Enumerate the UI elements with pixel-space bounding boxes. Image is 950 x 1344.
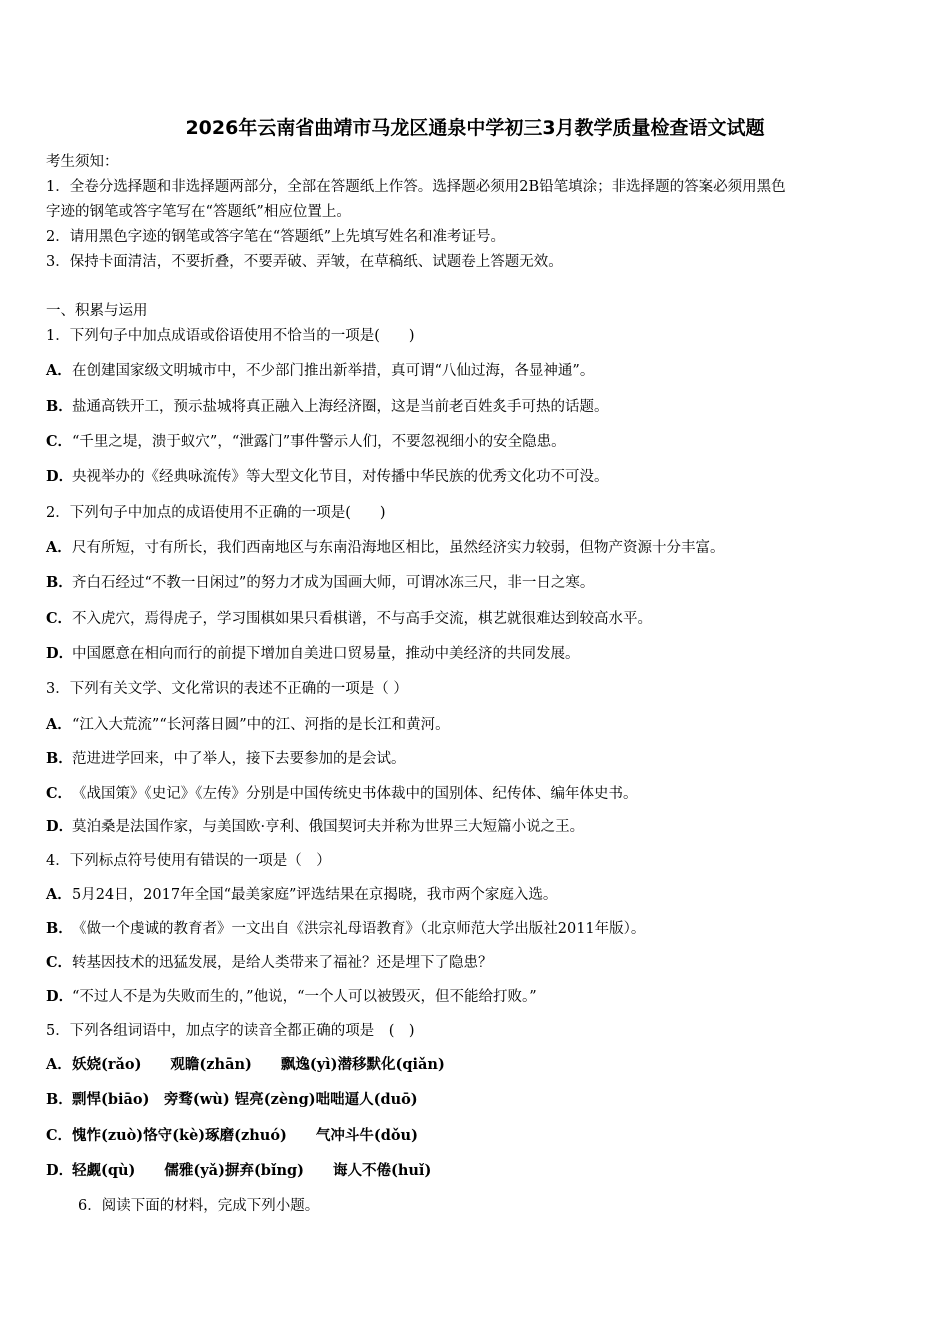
question-option	[46, 1055, 445, 1075]
option-label: A．	[46, 886, 72, 903]
option-text: 尺有所短，寸有所长，我们西南地区与东南沿海地区相比，虽然经济实力较弱，但物产资源十分丰富。	[72, 540, 725, 556]
question-option	[46, 749, 406, 769]
option-label: D．	[46, 468, 74, 485]
option-text: 《做一个虔诚的教育者》一文出自《洪宗礼母语教育》（北京师范大学出版社2011年版）。	[72, 921, 646, 937]
question-stem: 1．下列句子中加点成语或俗语使用不恰当的一项是( )	[46, 328, 415, 344]
question-stem: 5．下列各组词语中，加点字的读音全都正确的项是 ( )	[46, 1023, 415, 1039]
option-label: C．	[46, 433, 73, 450]
question-option	[46, 817, 584, 837]
question-stem: 4．下列标点符号使用有错误的一项是（ ）	[46, 853, 331, 869]
question-option	[46, 919, 645, 939]
question-option	[46, 467, 609, 487]
question-option	[46, 715, 450, 735]
question-option	[46, 538, 725, 558]
notice-item: 字迹的钢笔或答字笔写在“答题纸”相应位置上。	[46, 204, 351, 220]
option-text: 愧怍(zuò)恪守(kè)琢磨(zhuó) 气冲斗牛(dǒu)	[72, 1127, 418, 1144]
question-option	[46, 1161, 431, 1181]
question-stem: 2．下列句子中加点的成语使用不正确的一项是( )	[46, 505, 386, 521]
option-text: 《战国策》《史记》《左传》分别是中国传统史书体裁中的国别体、纪传体、编年体史书。	[72, 786, 638, 802]
option-text: 中国愿意在相向而行的前提下增加自美进口贸易量，推动中美经济的共同发展。	[72, 646, 580, 662]
option-text: 盐通高铁开工，预示盐城将真正融入上海经济圈，这是当前老百姓炙手可热的话题。	[72, 399, 609, 415]
option-text: 轻觑(qù) 儒雅(yǎ)摒弃(bǐng) 诲人不倦(huǐ)	[72, 1162, 432, 1179]
question-option	[46, 644, 580, 664]
option-text: 范进进学回来，中了举人，接下去要参加的是会试。	[72, 751, 406, 767]
option-text: “江入大荒流”“长河落日圆”中的江、河指的是长江和黄河。	[72, 717, 450, 733]
option-text: 5月24日，2017年全国“最美家庭”评选结果在京揭晓，我市两个家庭入选。	[72, 887, 558, 903]
option-label: A．	[46, 1056, 72, 1073]
option-text: 不入虎穴，焉得虎子，学习围棋如果只看棋谱，不与高手交流，棋艺就很难达到较高水平。	[72, 611, 652, 627]
question-option	[46, 1090, 418, 1110]
question-option	[46, 609, 652, 629]
option-label: C．	[46, 954, 73, 971]
option-label: B．	[46, 398, 73, 415]
option-label: D．	[46, 1162, 74, 1179]
option-label: C．	[46, 610, 73, 627]
option-label: D．	[46, 645, 74, 662]
option-text: “不过人不是为失败而生的，”他说，“一个人可以被毁灭，但不能给打败。”	[72, 989, 537, 1005]
notice-heading: 考生须知：	[46, 154, 119, 170]
question-stem: 6．阅读下面的材料，完成下列小题。	[78, 1198, 320, 1214]
option-text: 剽悍(biāo) 旁骛(wù) 锃亮(zèng)咄咄逼人(duō)	[72, 1091, 418, 1108]
option-text: 在创建国家级文明城市中，不少部门推出新举措，真可谓“八仙过海，各显神通”。	[72, 363, 595, 379]
question-option	[46, 397, 609, 417]
question-option	[46, 432, 566, 452]
option-text: 央视举办的《经典咏流传》等大型文化节目，对传播中华民族的优秀文化功不可没。	[72, 469, 609, 485]
section-heading: 一、积累与运用	[46, 303, 148, 319]
option-text: 莫泊桑是法国作家，与美国欧·亨利、俄国契诃夫并称为世界三大短篇小说之王。	[72, 819, 585, 835]
notice-item: 3．保持卡面清洁，不要折叠，不要弄破、弄皱，在草稿纸、试题卷上答题无效。	[46, 254, 563, 270]
notice-item: 2．请用黑色字迹的钢笔或答字笔在“答题纸”上先填写姓名和准考证号。	[46, 229, 506, 245]
option-label: A．	[46, 716, 72, 733]
question-option	[46, 573, 594, 593]
option-label: B．	[46, 574, 73, 591]
question-option	[46, 1126, 418, 1146]
question-stem: 3．下列有关文学、文化常识的表述不正确的一项是（ ）	[46, 681, 408, 697]
option-text: “千里之堤，溃于蚁穴”，“泄露门”事件警示人们，不要忽视细小的安全隐患。	[72, 434, 566, 450]
option-label: A．	[46, 539, 72, 556]
option-label: B．	[46, 750, 73, 767]
question-option	[46, 361, 594, 381]
notice-item: 1．全卷分选择题和非选择题两部分，全部在答题纸上作答。选择题必须用2B铅笔填涂；非选择题的答案必须用黑色	[46, 179, 786, 195]
option-label: B．	[46, 1091, 73, 1108]
option-text: 转基因技术的迅猛发展，是给人类带来了福祉？还是埋下了隐患？	[72, 955, 493, 971]
option-label: B．	[46, 920, 73, 937]
option-label: D．	[46, 818, 74, 835]
question-option	[46, 885, 557, 905]
option-text: 齐白石经过“不教一日闲过”的努力才成为国画大师，可谓冰冻三尺，非一日之寒。	[72, 575, 595, 591]
question-option	[46, 784, 638, 804]
option-label: C．	[46, 785, 73, 802]
option-label: C．	[46, 1127, 73, 1144]
page-title: 2026年云南省曲靖市马龙区通泉中学初三3月教学质量检查语文试题	[185, 117, 765, 139]
option-label: A．	[46, 362, 72, 379]
question-option	[46, 953, 493, 973]
option-label: D．	[46, 988, 74, 1005]
question-option	[46, 987, 537, 1007]
option-text: 妖娆(rǎo) 观瞻(zhān) 飘逸(yì)潜移默化(qiǎn)	[72, 1056, 445, 1073]
